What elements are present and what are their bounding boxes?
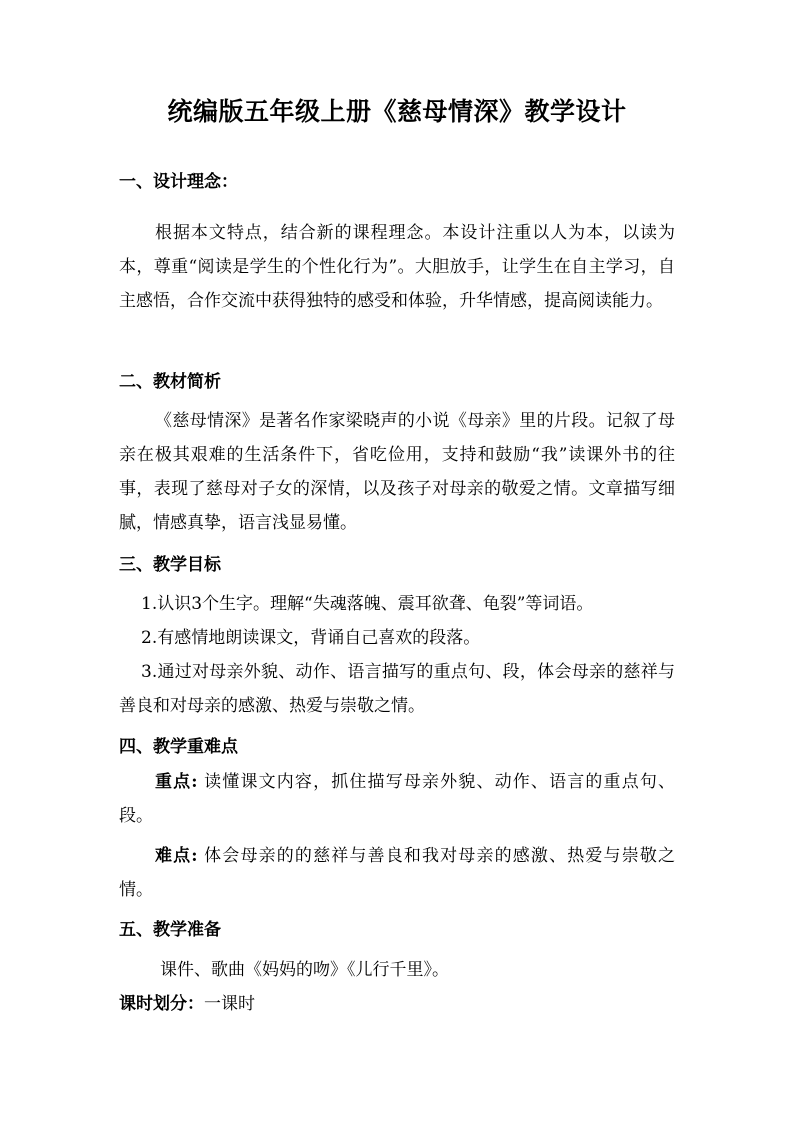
section-heading-key-points: 四、教学重难点 bbox=[119, 737, 238, 757]
lesson-division bbox=[119, 992, 255, 1016]
key-point-label: 重点: bbox=[155, 772, 198, 792]
section-heading-material-analysis: 二、教材简析 bbox=[119, 372, 221, 392]
lesson-division-label: 课时划分： bbox=[119, 994, 204, 1014]
section-heading-preparation: 五、教学准备 bbox=[119, 920, 221, 940]
goal-item-2: 2.有感情地朗读课文，背诵自己喜欢的段落。 bbox=[141, 628, 481, 648]
section-heading-design-concept: 一、设计理念： bbox=[119, 172, 238, 192]
goal-item-1: 1.认识3个生字。理解“失魂落魄、震耳欲聋、龟裂”等词语。 bbox=[141, 594, 594, 614]
page-title: 统编版五年级上册《慈母情深》教学设计 bbox=[167, 97, 627, 126]
paragraph-material-analysis: 《慈母情深》是著名作家梁晓声的小说《母亲》里的片段。记叙了母亲在极其艰难的生活条件下，省吃俭用，支持和鼓励“我”读课外书的往事，表现了慈母对子女的深情，以及孩子对母亲的敬爱之情。文章描写细腻，情感真挚，语言浅显易懂。 bbox=[119, 411, 675, 533]
difficult-point-text: 体会母亲的的慈祥与善良和我对母亲的感激、热爱与崇敬之情。 bbox=[119, 846, 676, 900]
paragraph-difficult-point bbox=[119, 839, 675, 907]
paragraph-design-concept: 根据本文特点，结合新的课程理念。本设计注重以人为本，以读为本，尊重“阅读是学生的个性化行为”。大胆放手，让学生在自主学习，自主感悟，合作交流中获得独特的感受和体验，升华情感，提高阅读能力。 bbox=[119, 223, 675, 311]
preparation-text: 课件、歌曲《妈妈的吻》《儿行千里》。 bbox=[160, 960, 449, 980]
difficult-point-label: 难点: bbox=[155, 846, 198, 866]
lesson-division-text: 一课时 bbox=[204, 994, 255, 1014]
key-point-text: 读懂课文内容，抓住描写母亲外貌、动作、语言的重点句、段。 bbox=[119, 772, 676, 826]
goal-item-3: 3.通过对母亲外貌、动作、语言描写的重点句、段，体会母亲的慈祥与善良和对母亲的感激、热爱与崇敬之情。 bbox=[119, 662, 675, 716]
section-heading-teaching-goals: 三、教学目标 bbox=[119, 555, 221, 575]
paragraph-key-point bbox=[119, 765, 675, 833]
